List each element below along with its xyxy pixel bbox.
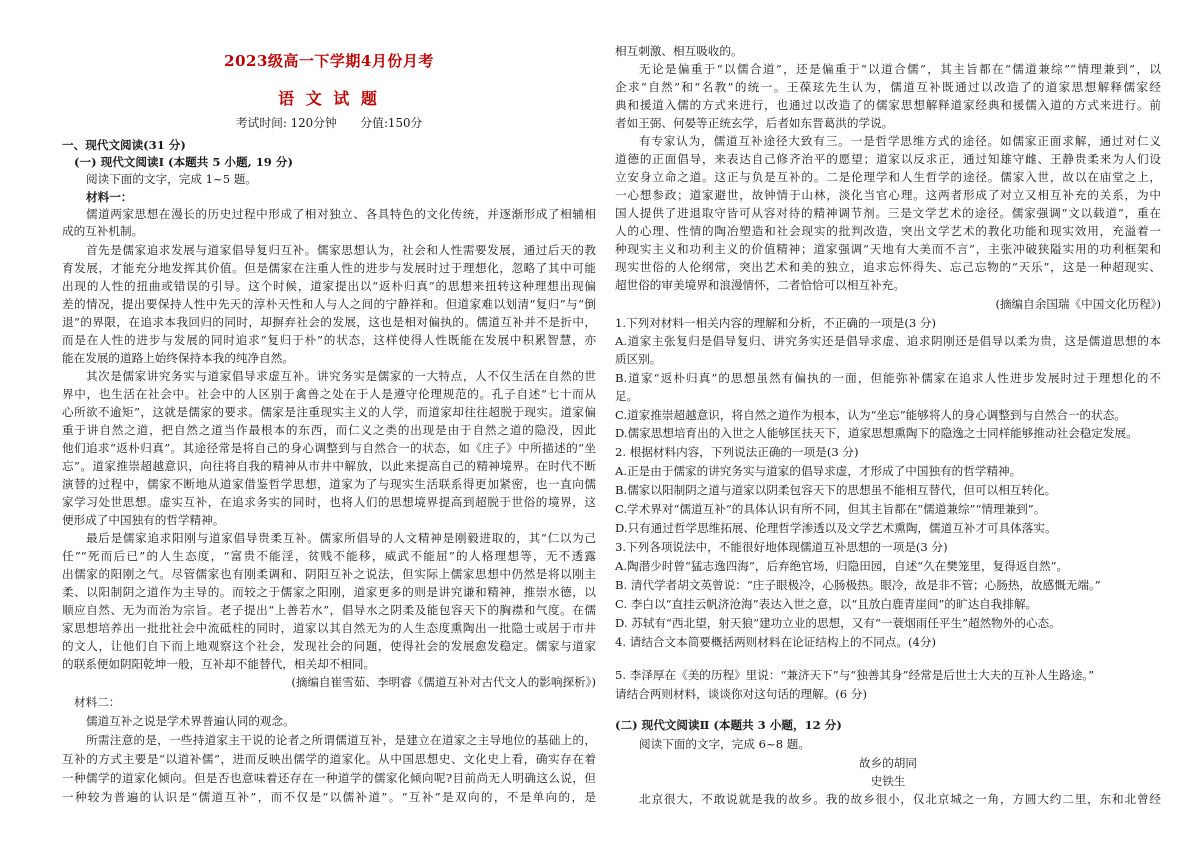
text-line: 界中，也生活在社会中。社会中的人区别于禽兽之处在于人是遵守伦理规范的。孔子自述“七十而从 <box>62 387 596 401</box>
text-line: 退”的界限，在追求本我回归的同时，却摒弃社会的发展，这也是相对偏执的。儒道互补并不是折中， <box>62 315 596 329</box>
exam-info: 考试时间: 120分钟 分值:150分 <box>235 116 423 130</box>
text-line: 阅读下面的文字，完成 6~8 题。 <box>639 737 810 751</box>
text-line: 成的互补机制。 <box>62 224 144 238</box>
text-line: 种现实主义和功利主义的价值精神；道家强调“天地有大美而不言”，主张冲破狭隘实用的功利框架和 <box>615 242 1161 256</box>
text-line: 顺应自然、无为而治为宗旨。老子提出“上善若水”，倡导水之阴柔及能包容天下的胸襟和气度。在儒 <box>62 603 596 617</box>
text-line: C.学术界对“儒道互补”的具体认识有所不同，但其主旨都在“儒道兼综”“情理兼到”。 <box>615 502 1046 516</box>
text-line: 一、现代文阅读(31 分) <box>62 138 186 152</box>
text-line: 重于讲自然之道，把自然之道当作最根本的东西，而仁义之类的出现是由于自然之道的隐没，因此 <box>62 423 596 437</box>
text-line: 柔、以阳制阴之道作为主导的。而较之于儒家之阳刚，道家更多的则是讲究谦和精神，推崇水德，以 <box>62 585 596 599</box>
text-line: 质区别。 <box>615 352 662 366</box>
text-line: (摘编自余国瑞《中国文化历程》) <box>995 297 1161 311</box>
text-line: 任”“死而后已”的人生态度，“富贵不能淫，贫贱不能移，威武不能屈”的人格理想等，无不透露 <box>62 549 596 563</box>
text-line: C.道家推崇超越意识，将自然之道作为根本，认为“坐忘”能够将人的身心调整到与自然合一的状态。 <box>615 408 1126 422</box>
text-line: 2. 根据材料内容，下列说法正确的一项是(3 分) <box>615 445 859 459</box>
text-line: 忘”。道家推崇超越意识，向往将自我的精神从市井中解放，以此来提高自己的精神境界。在时代不断 <box>62 459 596 473</box>
text-line: C. 李白以“直挂云帆济沧海”表达入世之意，以“且放白鹿青崖间”的旷达自我排解。 <box>615 597 1038 611</box>
text-line: 互补的方式主要是“以道补儒”，进而反映出儒学的道家化。从中国思想史、文化史上看，确实存在着 <box>62 752 596 766</box>
text-line: 超世俗的审美境界和浪漫情怀，二者恰恰可以相互补充。 <box>615 278 905 292</box>
text-line: 一种较为普遍的认识是“儒道互补”，而不仅是“以儒补道”。“互补”是双向的，不是单向的，是 <box>62 790 596 804</box>
text-line: 立安身立命之道。这正与负是互补的。二是伦理学和人生哲学的途径。儒家入世，故以在庙堂之上， <box>615 170 1161 184</box>
text-line: 演替的过程中，儒家不断地从道家借鉴哲学思想，道家为了与现实生活联系得更加紧密，也一直向儒 <box>62 477 596 491</box>
text-line: 人的心理、性情的陶冶塑造和社会现实的批判改造，突出文学艺术的教化功能和现实效用，充溢着一 <box>615 224 1161 238</box>
text-line: 家思想培养出一批批社会中流砥柱的同时，道家以其自然无为的人生态度熏陶出一批隐士或居于市井 <box>62 621 596 635</box>
text-line: 的文人，让他们自下而上地观察这个社会，发现社会的问题，使得社会的发展愈发稳定。儒家与道家 <box>62 639 596 653</box>
text-line: 他们追求“返朴归真”。其途径常是将自己的身心调整到与自然合一的状态，如《庄子》中所描述的“坐 <box>62 441 596 455</box>
text-line: D.只有通过哲学思维拓展、伦理哲学渗透以及文学艺术熏陶，儒道互补才可具体落实。 <box>615 521 1057 535</box>
text-line: 能在发展的道路上始终保持本我的纯净自然。 <box>62 351 294 365</box>
text-line: (一) 现代文阅读Ⅰ (本题共 5 小题, 19 分) <box>74 155 293 169</box>
text-line: (摘编自崔雪茹、李明睿《儒道互补对古代文人的影响探析》) <box>291 675 596 689</box>
text-line: D. 苏轼有“西北望，射天狼”建功立业的思想，又有“一蓑烟雨任平生”超然物外的心态。 <box>615 616 1061 630</box>
text-line: 故乡的胡同 <box>859 756 917 770</box>
text-line: 育发展，才能充分地发挥其价值。但是儒家在注重人性的进步与发展时过于理想化，忽略了其中可能 <box>62 261 596 275</box>
text-line: 请结合两则材料，谈谈你对这句话的理解。(6 分) <box>615 687 867 701</box>
text-line: 史铁生 <box>870 774 906 788</box>
text-line: A.道家主张复归是倡导复归、讲究务实还是倡导求虚、追求阴刚还是倡导以柔为贵，这是儒道思想的本 <box>615 334 1161 348</box>
text-line: 5. 李泽厚在《美的历程》里说：“兼济天下”与“独善其身”经常是后世士大夫的互补人生路途。” <box>615 668 1095 682</box>
text-line: 出现的人性的扭曲或错误的引导。这个时候，道家提出以“返朴归真”的思想来扭转这种理想出现偏 <box>62 279 596 293</box>
text-line: 便形成了中国独有的哲学精神。 <box>62 513 225 527</box>
text-line: 其次是儒家讲究务实与道家倡导求虚互补。讲究务实是儒家的一大特点，人不仅生活在自然的世 <box>86 369 596 383</box>
text-line: 而是在人性的进步与发展的同时追求“复归于朴”的状态，这样使得人性既能在发展中积累智慧，亦 <box>62 333 596 347</box>
text-line: B.道家“返朴归真”的思想虽然有偏执的一面，但能弥补儒家在追求人性进步发展时过于理想化的不 <box>615 371 1161 385</box>
text-line: 相互刺激、相互吸收的。 <box>615 44 743 58</box>
text-line: 心所欲不逾矩”，这就是儒家的要求。儒家是注重现实主义的人学，而道家却往往超脱于现实。道家偏 <box>62 405 596 419</box>
text-line: 4. 请结合文本简要概括两则材料在论证结构上的不同点。(4分) <box>615 635 937 649</box>
text-line: 1.下列对材料一相关内容的理解和分析，不正确的一项是(3 分) <box>615 316 937 330</box>
text-line: 无论是偏重于“以儒合道”，还是偏重于“以道合儒”，其主旨都在“儒道兼综”“情理兼到”，以 <box>639 62 1161 76</box>
text-line: (二) 现代文阅读Ⅱ (本题共 3 小题，12 分) <box>615 718 842 732</box>
text-line: 材料一： <box>86 190 133 204</box>
text-line: 3.下列各项说法中，不能很好地体现儒道互补思想的一项是(3 分) <box>615 540 948 554</box>
text-line: 一种儒学的道家化倾向。但是否也意味着还存在一种道学的儒家化倾向呢?目前尚无人明确这么说，但 <box>62 771 596 785</box>
text-line: 典和援道入儒的方式来进行，也通过以改造了的儒家思想解释道家经典和援儒入道的方式来进行。前 <box>615 98 1161 112</box>
text-line: 出儒家的阳刚之气。尽管儒家也有刚柔调和、阴阳互补之说法，但实际上儒家思想中仍然是将以刚主 <box>62 567 596 581</box>
text-line: B. 清代学者胡文英曾说：“庄子眼极冷，心肠极热。眼冷，故是非不管；心肠热，故感慨无端。” <box>615 578 1101 592</box>
text-line: 企求“自然”和“名教”的统一。王葆玹先生认为，儒道互补既通过以改造了的道家思想解释儒家经 <box>615 80 1161 94</box>
text-line: 道德的正面倡导，来表达自己修齐治平的愿望；道家以反求正，通过知雄守雌、王静贵柔来为人们设 <box>615 152 1161 166</box>
text-line: 国人提供了进退取守皆可从容对待的精神调节剂。三是文学艺术的途径。儒家强调“文以载道”，重在 <box>615 206 1161 220</box>
text-line: B.儒家以阳制阴之道与道家以阴柔包容天下的思想虽不能相互替代，但可以相互转化。 <box>615 483 1057 497</box>
text-line: 有专家认为，儒道互补途径大致有三。一是哲学思维方式的途径。如儒家正面求解，通过对仁义 <box>639 134 1161 148</box>
text-line: 儒道互补之说是学术界普遍认同的观念。 <box>86 714 295 728</box>
text-line: 儒道两家思想在漫长的历史过程中形成了相对独立、各具特色的文化传统，并逐渐形成了相辅相 <box>86 207 596 221</box>
text-line: 的联系便如阴阳乾坤一般，互补却不能替代，相关却不相同。 <box>62 657 376 671</box>
text-line: 一心想参政；道家避世，故钟情于山林，淡化当官心理。这两者形成了对立又相互补充的关系，为中 <box>615 188 1161 202</box>
text-line: 材料二： <box>74 695 121 709</box>
text-line: 首先是儒家追求发展与道家倡导复归互补。儒家思想认为，社会和人性需要发展，通过后天的教 <box>86 243 596 257</box>
text-line: 家学习处世思想。虚实互补，在追求务实的同时，也将人们的思想境界提高到超脱于世俗的境界，这 <box>62 495 596 509</box>
text-line: A.正是由于儒家的讲究务实与道家的倡导求虚，才形成了中国独有的哲学精神。 <box>615 464 1022 478</box>
text-line: 足。 <box>615 389 639 403</box>
text-line: 者如王弼、何晏等正统玄学，后者如东晋葛洪的学说。 <box>615 116 894 130</box>
text-line: 阅读下面的文字，完成 1~5 题。 <box>86 172 257 186</box>
text-line: D.儒家思想培育出的入世之人能够匡扶天下，道家思想熏陶下的隐逸之士同样能够推动社会稳定发展。 <box>615 426 1138 440</box>
text-line: 差的情况，提出要保持人性中先天的淳朴天性和人与人之间的宁静祥和。但道家难以划清“复归”与“倒 <box>62 297 596 311</box>
text-line: 最后是儒家追求阳刚与道家倡导贵柔互补。儒家所倡导的人文精神是刚毅进取的，其“仁以为己 <box>86 531 596 545</box>
text-line: 北京很大，不敢说就是我的故乡。我的故乡很小，仅北京城之一角，方圆大约二里，东和北曾经 <box>639 792 1161 806</box>
text-line: 现实世俗的人伦纲常，突出艺术和美的独立，追求忘怀得失、忘己忘物的“天乐”，这是一种超现实、 <box>615 260 1161 274</box>
exam-subject-title: 语 文 试 题 <box>278 89 380 108</box>
exam-title: 2023级高一下学期4月份月考 <box>224 52 434 70</box>
text-line: 所需注意的是，一些持道家主干说的论者之所谓儒道互补，是建立在道家之主导地位的基础上的， <box>86 733 596 747</box>
text-line: A.陶潜少时曾“猛志逸四海”，后弃绝官场，归隐田园，自述“久在樊笼里，复得返自然”。 <box>615 559 1069 573</box>
